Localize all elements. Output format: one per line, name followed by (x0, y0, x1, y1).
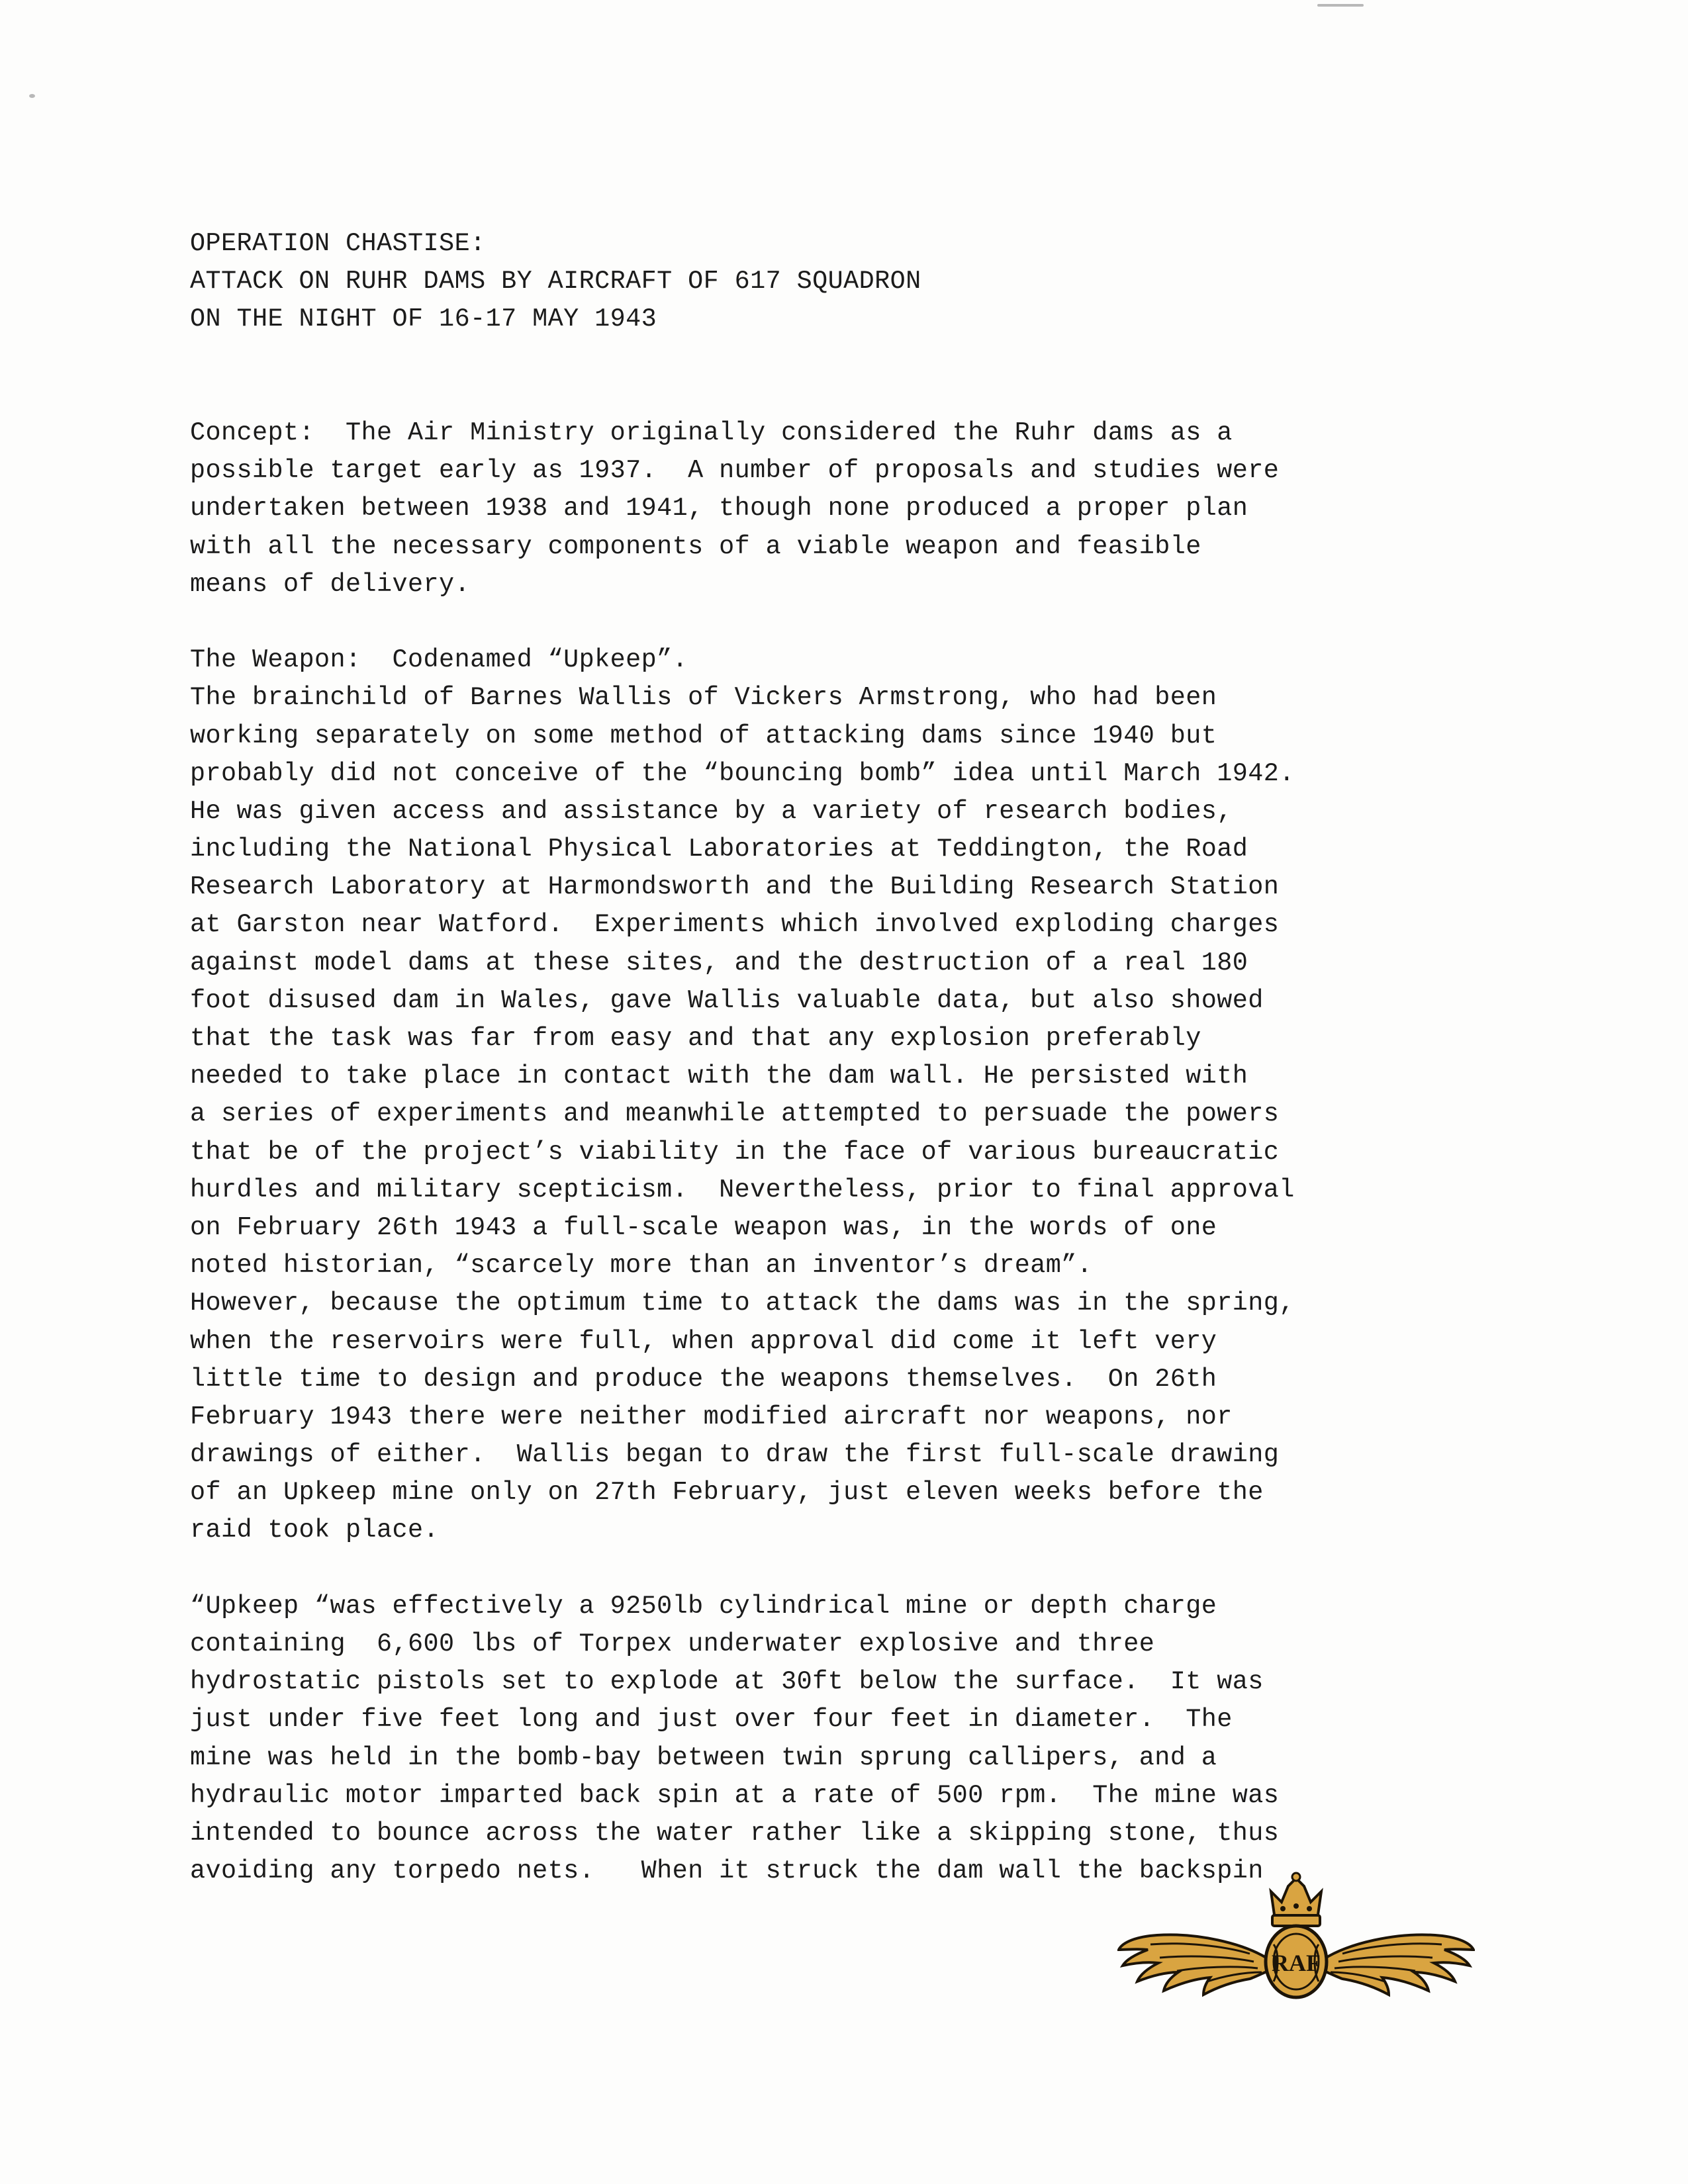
text-line: with all the necessary components of a viable weapon and feasible (190, 531, 1201, 561)
text-line: “Upkeep “was effectively a 9250lb cylindrical mine or depth charge (190, 1591, 1217, 1621)
paragraph-gap (190, 1550, 1514, 1588)
text-line: means of delivery. (190, 569, 471, 599)
text-line: However, because the optimum time to attack the dams was in the spring, (190, 1289, 1295, 1318)
scan-speck (1317, 4, 1364, 7)
text-line: undertaken between 1938 and 1941, though none produced a proper plan (190, 494, 1248, 523)
text-line: of an Upkeep mine only on 27th February, just eleven weeks before the (190, 1478, 1264, 1508)
document-title (190, 225, 1315, 338)
raf-wings-icon (1117, 1872, 1475, 2016)
text-line: working separately on some method of attacking dams since 1940 but (190, 721, 1217, 751)
text-line: Concept: The Air Ministry originally considered the Ruhr dams as a (190, 418, 1233, 447)
text-line: The brainchild of Barnes Wallis of Vickers Armstrong, who had been (190, 683, 1217, 713)
crown-icon (1271, 1873, 1321, 1926)
text-line: avoiding any torpedo nets. When it struck the dam wall the backspin (190, 1856, 1264, 1886)
emblem-lettering: RAF (1272, 1950, 1321, 1976)
text-line: on February 26th 1943 a full-scale weapon was, in the words of one (190, 1212, 1217, 1242)
text-line: that be of the project’s viability in the face of various bureaucratic (190, 1137, 1280, 1167)
concept-paragraph (190, 414, 1514, 604)
text-line: intended to bounce across the water rather like a skipping stone, thus (190, 1818, 1280, 1848)
text-line: February 1943 there were neither modified aircraft nor weapons, nor (190, 1402, 1233, 1432)
text-line: probably did not conceive of the “bouncing bomb” idea until March 1942. (190, 758, 1295, 788)
text-line: little time to design and produce the weapons themselves. On 26th (190, 1364, 1217, 1394)
upkeep-paragraph (190, 1588, 1514, 1891)
text-line: hydraulic motor imparted back spin at a rate of 500 rpm. The mine was (190, 1780, 1280, 1810)
paragraph-gap (190, 604, 1514, 641)
text-line: that the task was far from easy and that any explosion preferably (190, 1024, 1201, 1053)
title-line-2: ATTACK ON RUHR DAMS BY AIRCRAFT OF 617 SQUADRON (190, 267, 921, 296)
weapon-paragraph (190, 641, 1514, 1550)
text-line: drawings of either. Wallis began to draw the first full-scale drawing (190, 1440, 1280, 1470)
text-line: possible target early as 1937. A number of proposals and studies were (190, 456, 1280, 486)
text-line: hurdles and military scepticism. Nevertheless, prior to final approval (190, 1175, 1295, 1205)
text-line: raid took place. (190, 1516, 440, 1545)
text-line: a series of experiments and meanwhile attempted to persuade the powers (190, 1099, 1280, 1129)
text-line: mine was held in the bomb-bay between twin sprung callipers, and a (190, 1743, 1217, 1772)
scan-speck (29, 94, 35, 98)
text-line: containing 6,600 lbs of Torpex underwater explosive and three (190, 1629, 1155, 1659)
raf-wings-emblem (1117, 1872, 1475, 2016)
document-body (190, 414, 1514, 1890)
text-line: when the reservoirs were full, when approval did come it left very (190, 1326, 1217, 1356)
text-line: hydrostatic pistols set to explode at 30ft below the surface. It was (190, 1667, 1264, 1697)
text-line: against model dams at these sites, and the destruction of a real 180 (190, 948, 1248, 978)
title-line-1: OPERATION CHASTISE: (190, 229, 486, 258)
text-line: Research Laboratory at Harmondsworth and the Building Research Station (190, 872, 1280, 902)
text-line: including the National Physical Laboratories at Teddington, the Road (190, 835, 1248, 864)
text-line: just under five feet long and just over four feet in diameter. The (190, 1705, 1233, 1735)
title-line-3: ON THE NIGHT OF 16-17 MAY 1943 (190, 304, 657, 334)
text-line: He was given access and assistance by a variety of research bodies, (190, 796, 1233, 826)
text-line: foot disused dam in Wales, gave Wallis valuable data, but also showed (190, 985, 1264, 1015)
text-line: The Weapon: Codenamed “Upkeep”. (190, 645, 688, 675)
text-line: noted historian, “scarcely more than an inventor’s dream”. (190, 1251, 1093, 1281)
text-line: at Garston near Watford. Experiments which involved exploding charges (190, 910, 1280, 940)
text-line: needed to take place in contact with the dam wall. He persisted with (190, 1062, 1248, 1091)
